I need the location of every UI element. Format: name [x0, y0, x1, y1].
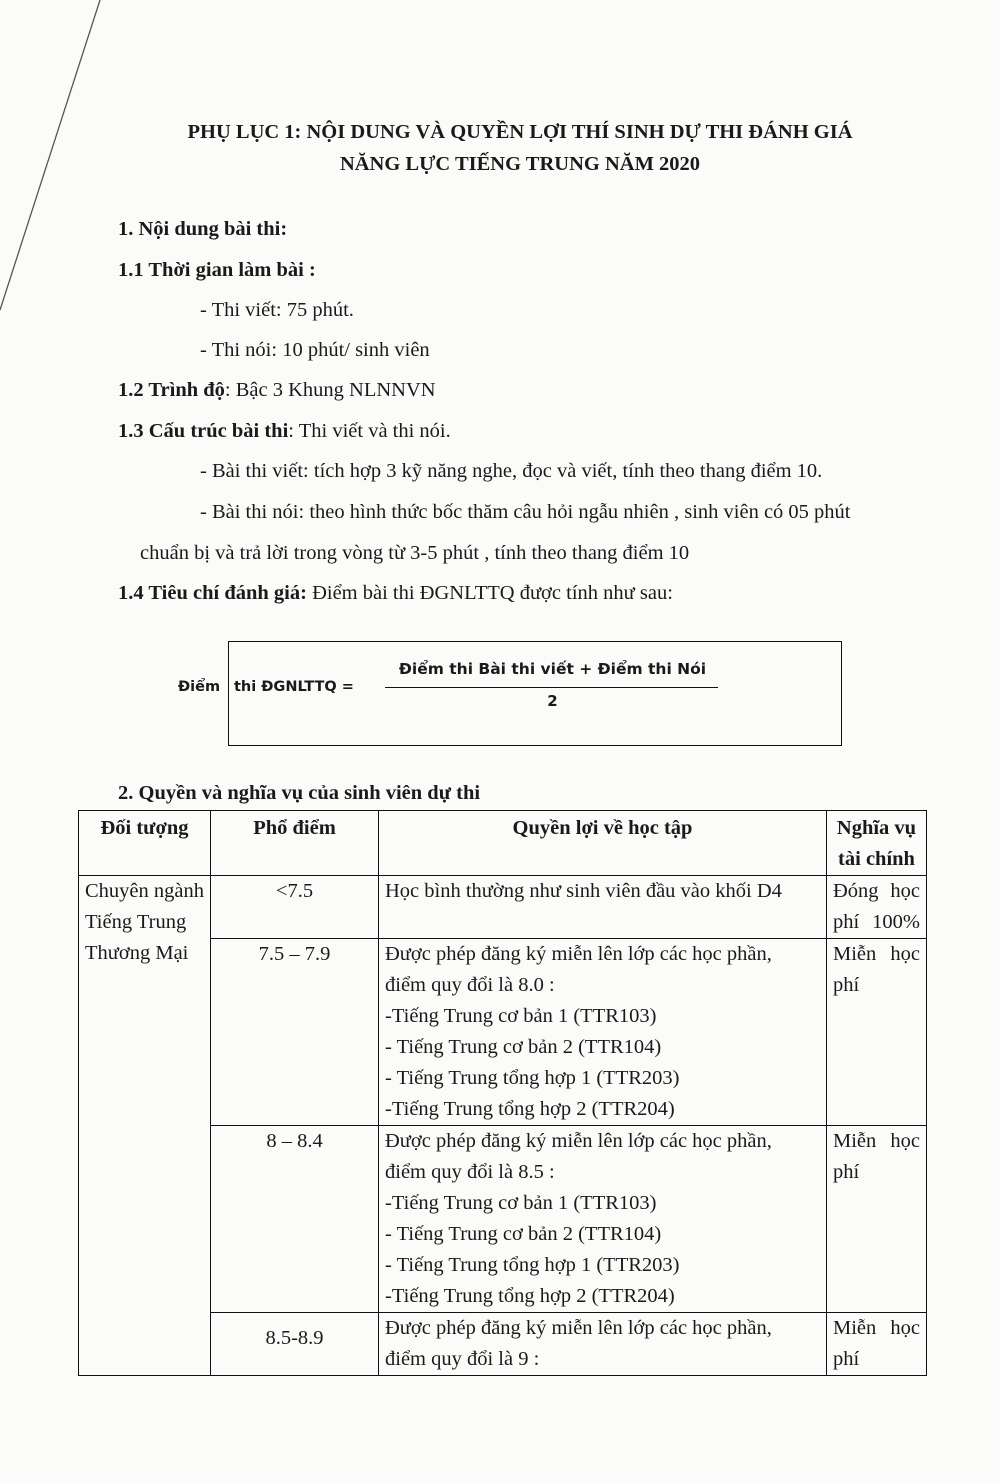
section-1-3-value: : Thi viết và thi nói. [288, 420, 451, 442]
benefit-line: -Tiếng Trung cơ bản 1 (TTR103) [385, 1005, 657, 1027]
fee-cell: Đóng học phí 100% [827, 876, 927, 939]
section-1-3-label: 1.3 Cấu trúc bài thi [118, 420, 289, 442]
benefit-line: điểm quy đổi là 8.0 : [385, 974, 555, 996]
benefit-line: Được phép đăng ký miễn lên lớp các học phần, [385, 1317, 772, 1339]
header-study-benefits: Quyền lợi về học tập [379, 811, 827, 876]
section-1-2-label: 1.2 Trình độ [118, 379, 225, 401]
header-financial-obligation: Nghĩa vụ tài chính [827, 811, 927, 876]
oral-exam-structure-line-2: chuẩn bị và trả lời trong vòng từ 3-5 phút , tính theo thang điểm 10 [140, 542, 690, 564]
page-title [100, 116, 940, 180]
benefit-cell [379, 876, 827, 939]
written-exam-duration: - Thi viết: 75 phút. [200, 299, 354, 321]
benefit-cell [379, 1313, 827, 1376]
score-range-cell: <7.5 [211, 876, 379, 939]
benefit-cell [379, 1126, 827, 1313]
title-line-2: NĂNG LỰC TIẾNG TRUNG NĂM 2020 [339, 153, 701, 175]
benefit-line: -Tiếng Trung tổng hợp 2 (TTR204) [385, 1098, 675, 1120]
benefit-line: điểm quy đổi là 9 : [385, 1348, 540, 1370]
formula-lhs: thi ĐGNLTTQ = [234, 679, 354, 695]
scan-edge-mark [0, 0, 110, 330]
oral-exam-duration: - Thi nói: 10 phút/ sinh viên [200, 339, 430, 361]
section-2-heading: 2. Quyền và nghĩa vụ của sinh viên dự thi [118, 782, 481, 804]
score-range-cell: 7.5 – 7.9 [211, 939, 379, 1126]
section-1-1-heading: 1.1 Thời gian làm bài : [118, 259, 316, 281]
benefit-line: Được phép đăng ký miễn lên lớp các học phần, [385, 943, 772, 965]
table-row [79, 876, 927, 939]
benefit-cell [379, 939, 827, 1126]
fee-cell: Miễn học phí [827, 1313, 927, 1376]
benefit-line: - Tiếng Trung tổng hợp 1 (TTR203) [385, 1254, 680, 1276]
section-1-4 [118, 580, 673, 606]
formula-diem-label: Điểm [178, 679, 221, 695]
section-1-2-value: : Bậc 3 Khung NLNNVN [224, 379, 436, 401]
fee-cell: Miễn học phí [827, 1126, 927, 1313]
written-exam-structure: - Bài thi viết: tích hợp 3 kỹ năng nghe, đọc và viết, tính theo thang điểm 10. [200, 460, 823, 482]
benefit-line: Được phép đăng ký miễn lên lớp các học phần, [385, 1130, 772, 1152]
benefit-line: - Tiếng Trung cơ bản 2 (TTR104) [385, 1223, 662, 1245]
benefit-line: -Tiếng Trung tổng hợp 2 (TTR204) [385, 1285, 675, 1307]
formula-denominator: 2 [547, 692, 558, 710]
score-range-cell: 8.5-8.9 [211, 1313, 379, 1376]
formula-fraction-bar [385, 687, 718, 688]
fee-cell: Miễn học phí [827, 939, 927, 1126]
benefit-line: Học bình thường như sinh viên đầu vào khối D4 [385, 880, 782, 902]
title-line-1: PHỤ LỤC 1: NỘI DUNG VÀ QUYỀN LỢI THÍ SINH DỰ THI ĐÁNH GIÁ [187, 121, 853, 143]
table-header-row [79, 811, 927, 876]
section-1-4-value: Điểm bài thi ĐGNLTTQ được tính như sau: [306, 582, 673, 604]
section-1-heading: 1. Nội dung bài thi: [118, 218, 288, 240]
oral-exam-structure-line-1: - Bài thi nói: theo hình thức bốc thăm câu hỏi ngẫu nhiên , sinh viên có 05 phút [200, 501, 851, 523]
score-range-cell: 8 – 8.4 [211, 1126, 379, 1313]
header-score-range: Phổ điểm [211, 811, 379, 876]
subject-cell: Chuyên ngành Tiếng Trung Thương Mại [79, 876, 211, 1376]
benefit-line: điểm quy đổi là 8.5 : [385, 1161, 555, 1183]
section-1-2 [118, 377, 436, 403]
formula-numerator: Điểm thi Bài thi viết + Điểm thi Nói [398, 660, 707, 678]
rights-table [78, 810, 927, 1376]
section-1-4-label: 1.4 Tiêu chí đánh giá: [118, 582, 307, 604]
benefit-line: - Tiếng Trung tổng hợp 1 (TTR203) [385, 1067, 680, 1089]
section-1-3 [118, 418, 451, 444]
header-subject: Đối tượng [79, 811, 211, 876]
benefit-line: - Tiếng Trung cơ bản 2 (TTR104) [385, 1036, 662, 1058]
benefit-line: -Tiếng Trung cơ bản 1 (TTR103) [385, 1192, 657, 1214]
